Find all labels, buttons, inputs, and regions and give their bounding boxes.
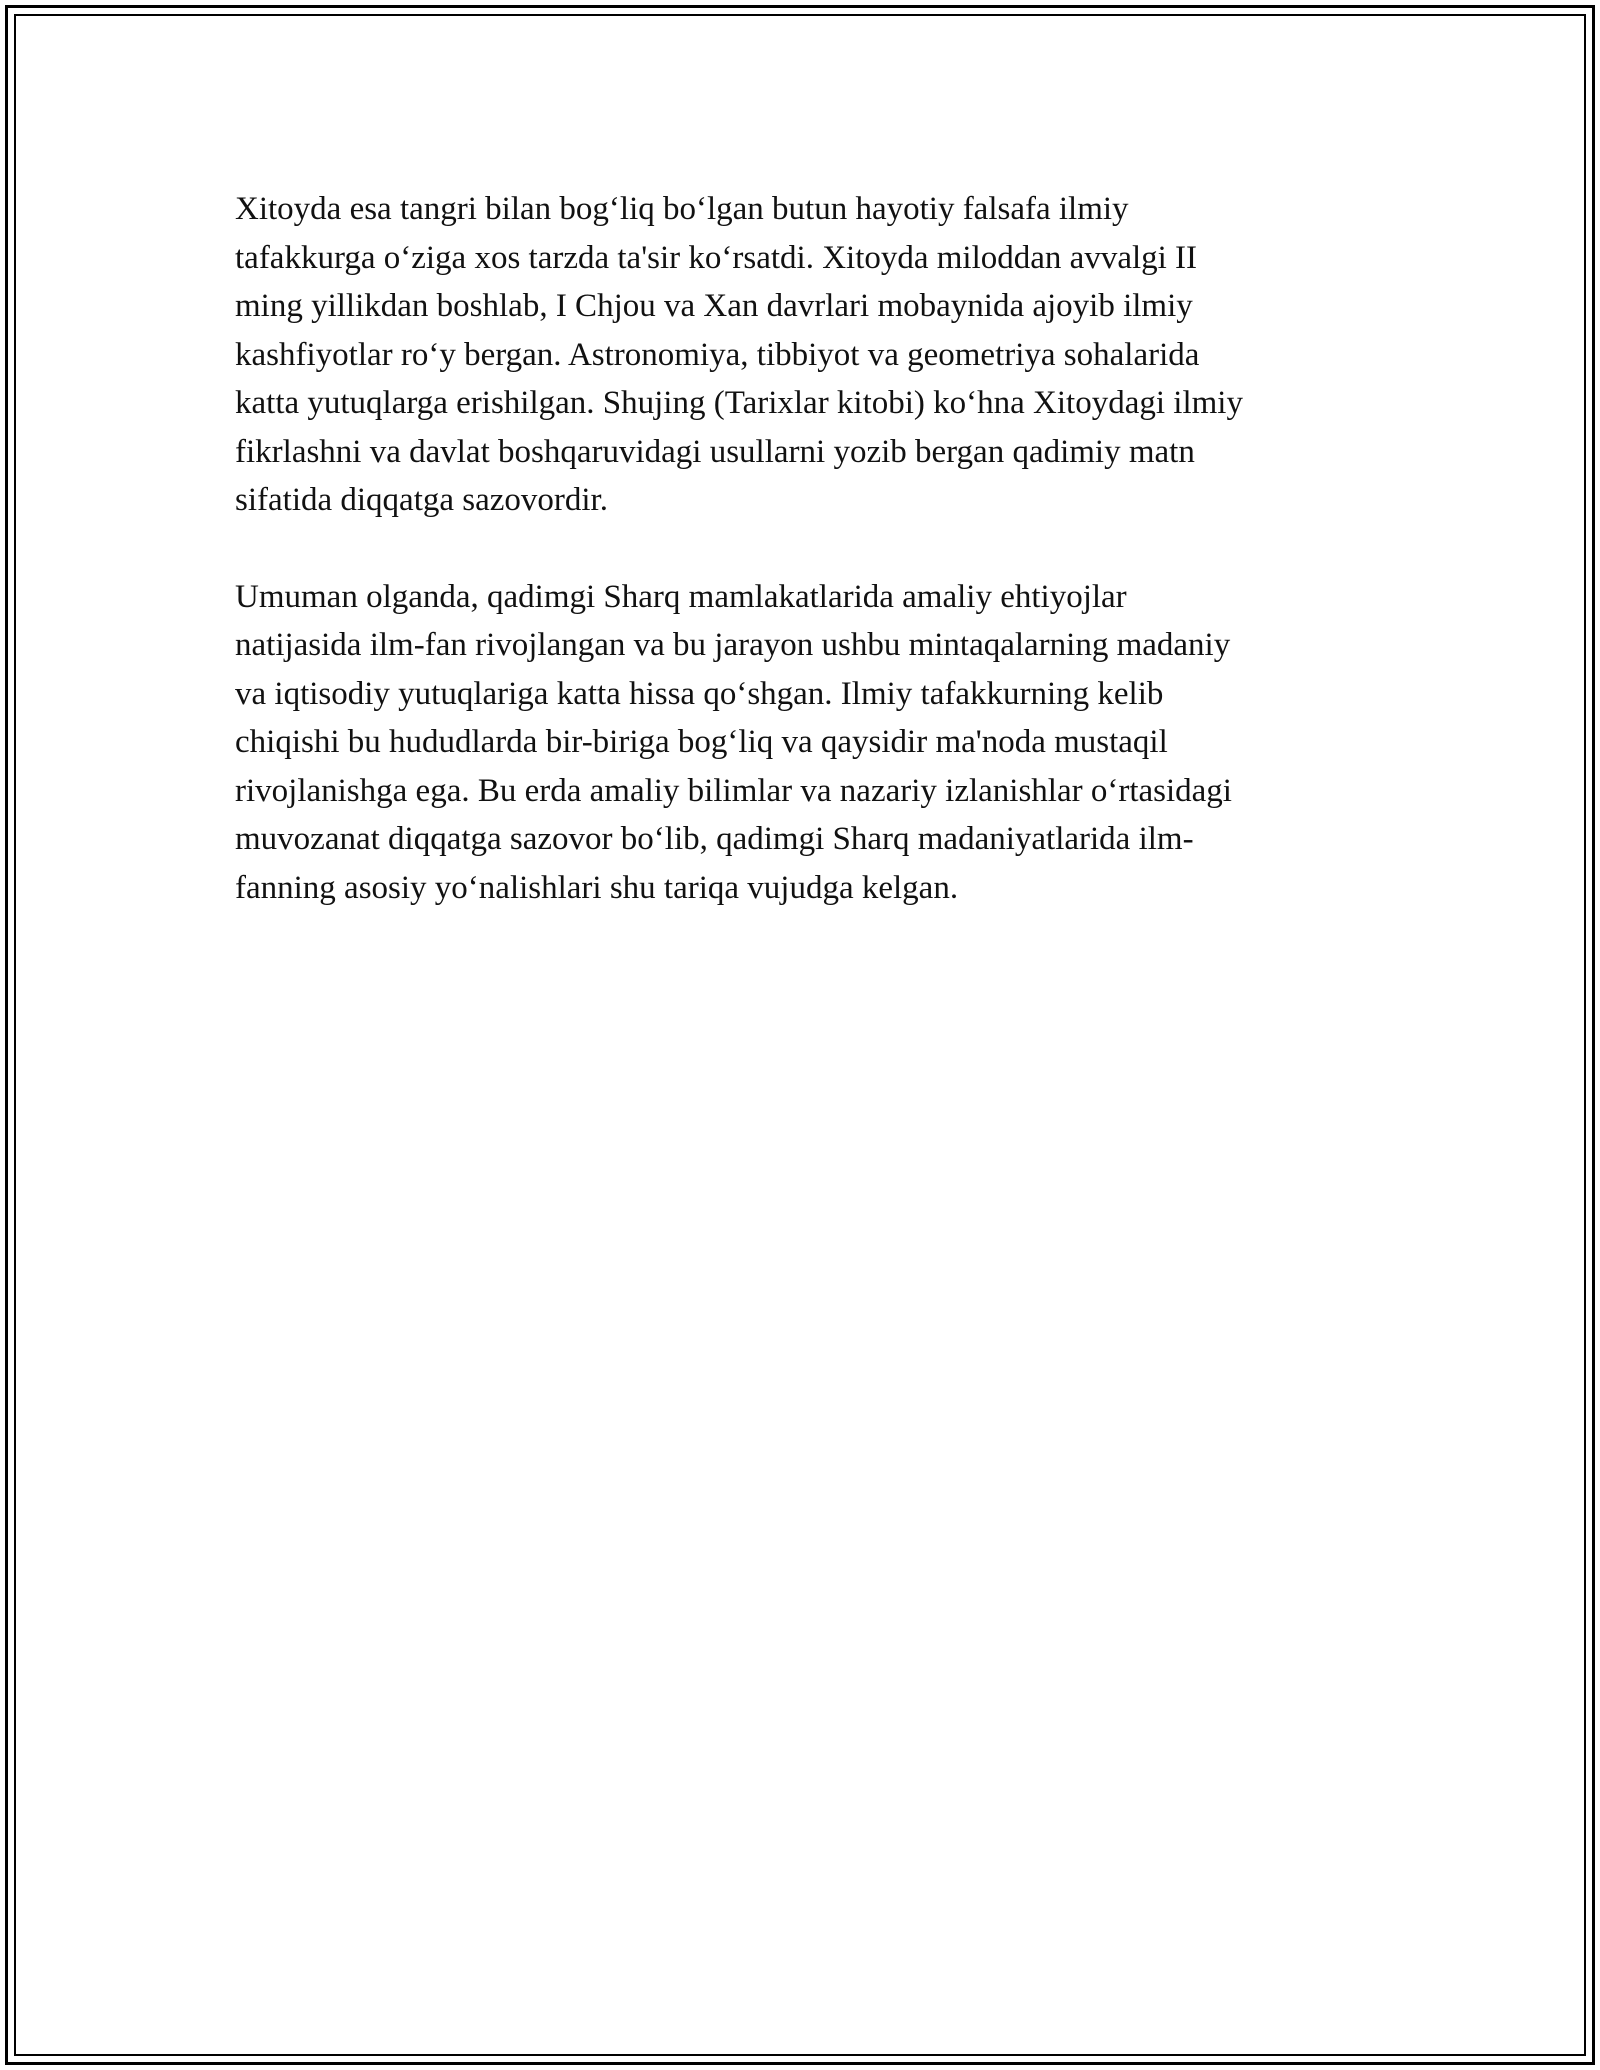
paragraph-line: chiqishi bu hududlarda bir-biriga bog‘liq va qaysidir ma'noda mustaqil — [235, 724, 1168, 760]
paragraph-line: va iqtisodiy yutuqlariga katta hissa qo‘shgan. Ilmiy tafakkurning kelib — [235, 675, 1164, 712]
paragraph-line: muvozanat diqqatga sazovor bo‘lib, qadimgi Sharq madaniyatlarida ilm- — [235, 821, 1194, 857]
paragraph-line: rivojlanishga ega. Bu erda amaliy bilimlar va nazariy izlanishlar o‘rtasidagi — [235, 772, 1232, 809]
paragraph-line: fanning asosiy yo‘nalishlari shu tariqa vujudga kelgan. — [235, 869, 959, 906]
paragraph-1 — [235, 185, 1365, 525]
paragraph-line: tafakkurga o‘ziga xos tarzda ta'sir ko‘rsatdi. Xitoyda miloddan avvalgi II — [235, 239, 1198, 276]
paragraph-line: natijasida ilm-fan rivojlangan va bu jarayon ushbu mintaqalarning madaniy — [235, 627, 1231, 663]
document-body — [235, 185, 1365, 960]
paragraph-line: sifatida diqqatga sazovordir. — [235, 482, 608, 518]
paragraph-line: katta yutuqlarga erishilgan. Shujing (Tarixlar kitobi) ko‘hna Xitoydagi ilmiy — [235, 385, 1243, 421]
paragraph-line: kashfiyotlar ro‘y bergan. Astronomiya, tibbiyot va geometriya sohalarida — [235, 336, 1200, 373]
paragraph-line: Xitoyda esa tangri bilan bog‘liq bo‘lgan butun hayotiy falsafa ilmiy — [235, 191, 1129, 227]
paragraph-line: ming yillikdan boshlab, I Chjou va Xan davrlari mobaynida ajoyib ilmiy — [235, 288, 1193, 324]
paragraph-2 — [235, 573, 1365, 913]
paragraph-line: fikrlashni va davlat boshqaruvidagi usullarni yozib bergan qadimiy matn — [235, 433, 1195, 470]
paragraph-line: Umuman olganda, qadimgi Sharq mamlakatlarida amaliy ehtiyojlar — [235, 578, 1127, 615]
